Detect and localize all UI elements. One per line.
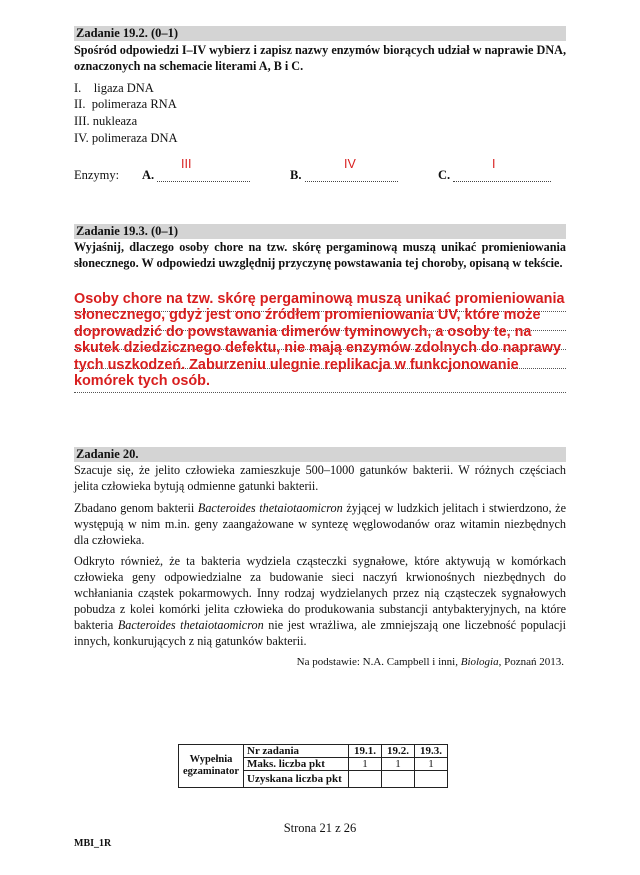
max-points: 1 xyxy=(415,758,448,771)
enzymes-label: Enzymy: xyxy=(74,168,120,182)
task-number: 19.2. xyxy=(382,745,415,758)
option-1: I. ligaza DNA xyxy=(74,81,154,95)
exam-code: MBI_1R xyxy=(74,838,112,849)
source-citation: Na podstawie: N.A. Campbell i inni, Biologia, Poznań 2013. xyxy=(296,656,564,668)
task-number: 19.1. xyxy=(349,745,382,758)
task-20-paragraph-1 xyxy=(74,462,566,494)
answer-text-line: tych uszkodzeń. Zaburzeniu ulegnie replikacja w funkcjonowanie xyxy=(74,356,519,373)
answer-line[interactable] xyxy=(74,392,566,393)
task-20-paragraph-2 xyxy=(74,500,566,548)
answer-text-line: komórek tych osób. xyxy=(74,373,210,390)
option-3: III. nukleaza xyxy=(74,114,138,128)
option-2: II. polimeraza RNA xyxy=(74,97,177,111)
paragraph-text: żyjącej w ludzkich jelitach i stwierdzono, że występują w nim m.in. geny zaangażowane w syntezę węglowodanów oraz witamin niezbędnych dla człowieka. xyxy=(74,501,566,547)
paragraph-text: Odkryto również, że ta bakteria wydziela cząsteczki sygnałowe, które aktywują w komórkach człowieka geny odpowiedzialne za budowanie sieci naczyń krwionośnych niezbędnych do wchłaniania cząstek pokarmowych. Inny rodzaj wydzielanych przez nią cząsteczek sygnałowych pobudza z kolei komórki jelita człowieka do produkowania substancji antybakteryjnych, na które bakteria xyxy=(74,554,566,632)
slot-b-answer-line[interactable] xyxy=(305,180,398,182)
species-name: Bacteroides thetaiotaomicron xyxy=(197,501,343,515)
slot-c-answer: I xyxy=(492,157,496,171)
max-points: 1 xyxy=(382,758,415,771)
task-20-paragraph-3 xyxy=(74,553,566,649)
paragraph-text: nie jest wrażliwa, ale zmniejszają one liczebność populacji innych, konkurujących z nią gatunków bakterii. xyxy=(74,618,566,648)
paragraph-text: Zbadano genom bakterii xyxy=(74,501,198,515)
answer-text-line: Osoby chore na tzw. skórę pergaminową muszą unikać promieniowania xyxy=(74,291,565,307)
paragraph-text: Szacuje się, że jelito człowieka zamieszkuje 500–1000 gatunków bakterii. W różnych częściach jelita człowieka bytują odmienne gatunki bakterii. xyxy=(74,463,566,493)
answer-text-line: skutek dziedzicznego defektu, nie mają enzymów zdolnych do naprawy xyxy=(74,340,561,357)
max-points: 1 xyxy=(349,758,382,771)
answer-text-line: doprowadzić do powstawania dimerów tyminowych, a osoby te, na xyxy=(74,323,532,340)
answer-text-line: słonecznego, gdyż jest ono źródłem promieniowania UV, które może xyxy=(74,307,541,324)
obtained-points-cell[interactable] xyxy=(382,771,415,788)
slot-b-letter: B. xyxy=(290,168,302,182)
slot-a-answer-line[interactable] xyxy=(157,180,250,182)
task-20-header: Zadanie 20. xyxy=(74,447,566,462)
examiner-table xyxy=(178,744,448,788)
task-19-2-header: Zadanie 19.2. (0–1) xyxy=(74,26,566,41)
obtained-points-cell[interactable] xyxy=(349,771,382,788)
task-number: 19.3. xyxy=(415,745,448,758)
row-task-label: Nr zadania xyxy=(244,745,349,758)
source-title: Biologia xyxy=(460,656,499,668)
task-19-3-answer xyxy=(74,291,574,389)
task-19-2-instruction: Spośród odpowiedzi I–IV wybierz i zapisz nazwy enzymów biorących udział w naprawie DNA, oznaczonych na schemacie literami A, B i C. xyxy=(74,43,566,73)
task-19-3-instruction: Wyjaśnij, dlaczego osoby chore na tzw. skórę pergaminową muszą unikać promieniowania słonecznego. W odpowiedzi uwzględnij przyczynę powstawania tej choroby, opisaną w tekście. xyxy=(74,240,566,270)
task-19-3-header: Zadanie 19.3. (0–1) xyxy=(74,224,566,239)
page-number: Strona 21 z 26 xyxy=(283,821,357,835)
row-obtained-label: Uzyskana liczba pkt xyxy=(244,771,349,788)
examiner-label: Wypełnia egzaminator xyxy=(179,745,244,788)
option-4: IV. polimeraza DNA xyxy=(74,131,178,145)
obtained-points-cell[interactable] xyxy=(415,771,448,788)
row-max-label: Maks. liczba pkt xyxy=(244,758,349,771)
species-name: Bacteroides thetaiotaomicron xyxy=(117,618,264,632)
slot-a-letter: A. xyxy=(142,168,155,182)
slot-c-answer-line[interactable] xyxy=(453,180,551,182)
slot-b-answer: IV xyxy=(344,157,356,171)
slot-c-letter: C. xyxy=(438,168,451,182)
slot-a-answer: III xyxy=(181,157,192,171)
